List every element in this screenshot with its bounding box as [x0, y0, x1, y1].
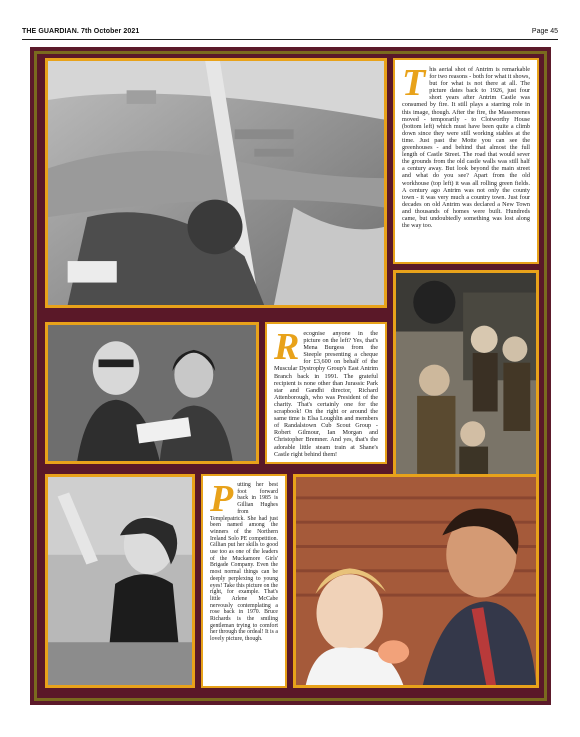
- article-aerial-text: his aerial shot of Antrim is remarkable for two reasons - both for what it shows, but for what is not there at all. The picture dates back to 1926, just four short years after Antrim Castle was consumed by fire. It still plays a starring role in this image, though. After the fire, the Massereenes moved - temporarily - to Clotworthy House (bottom left) which must have been quite a climb down since they were still working stables at the time. Just past the Motte you can see the greenhouses - and behind that almost the full length of Castle Street. The road that would sever the grounds from the old castle walls was still half a century away. But look beyond the main street and what do you see? Apart from the old workhouse (top left) it was all rolling green fields. A century ago Antrim was not only the county town - it was very much a country town. Just four decades on old Antrim was declared a New Town and thousands of homes were built. Hundreds came, but undoubtedly something was lost along the way too.: [402, 66, 530, 230]
- frame-inner: [37, 54, 544, 698]
- article-cheque-body: [274, 326, 378, 458]
- dropcap: P: [210, 478, 234, 520]
- article-cheque: [265, 322, 387, 464]
- article-cheque-text: ecognise anyone in the picture on the left? Yes, that's Mena Burgess from the Steeple presenting a cheque for £3,600 on behalf of the Muscular Dystrophy Group's East Antrim Branch back in 1991. The grateful recipient is none other than Jurassic Park star and Gandhi director, Richard Attenborough, who was President of the charity. That's certainly one for the scrapbook! On the right or around the same time is Elsa Loughlin and members of Randalstown Cub Scout Group - Robert Gilmour, Ian Morgan and Christopher Bremner. And yes, that's the adorable little steam train at Shane's Castle right behind them!: [274, 330, 378, 458]
- aerial-photo: [45, 58, 387, 308]
- dropcap: T: [402, 62, 426, 104]
- article-gillian-body: [210, 478, 278, 643]
- article-gillian-text: utting her best foot forward back in 1985 is Gillian Hughes from Templepatrick. She had just been named among the winners of the Northern Ireland Solo PE competition. Gillian put her skills to good use too as one of the leaders of the Muckamore Girls' Brigade Company. Even the most normal things can be deeply perplexing to young eyes! Take this picture on the right, for example. That's little Arlene McCabe nervously contemplating a rose back in 1970. Bruce Richards is the smiling gentleman trying to comfort her through the ordeal! It is a lovely picture, though.: [210, 482, 278, 643]
- arlene-rose-photo: [293, 474, 539, 688]
- publication-title: THE GUARDIAN. 7th October 2021: [22, 28, 140, 35]
- cheque-presentation-photo: [45, 322, 259, 464]
- header-rule: [22, 39, 558, 40]
- article-gillian: [201, 474, 287, 688]
- article-aerial-body: [402, 62, 530, 230]
- page-frame: [30, 47, 551, 705]
- frame-olive-border: [34, 51, 547, 701]
- dropcap: R: [274, 326, 300, 368]
- page-number: Page 45: [531, 28, 558, 35]
- article-aerial: [393, 58, 539, 264]
- gillian-hughes-photo: [45, 474, 195, 688]
